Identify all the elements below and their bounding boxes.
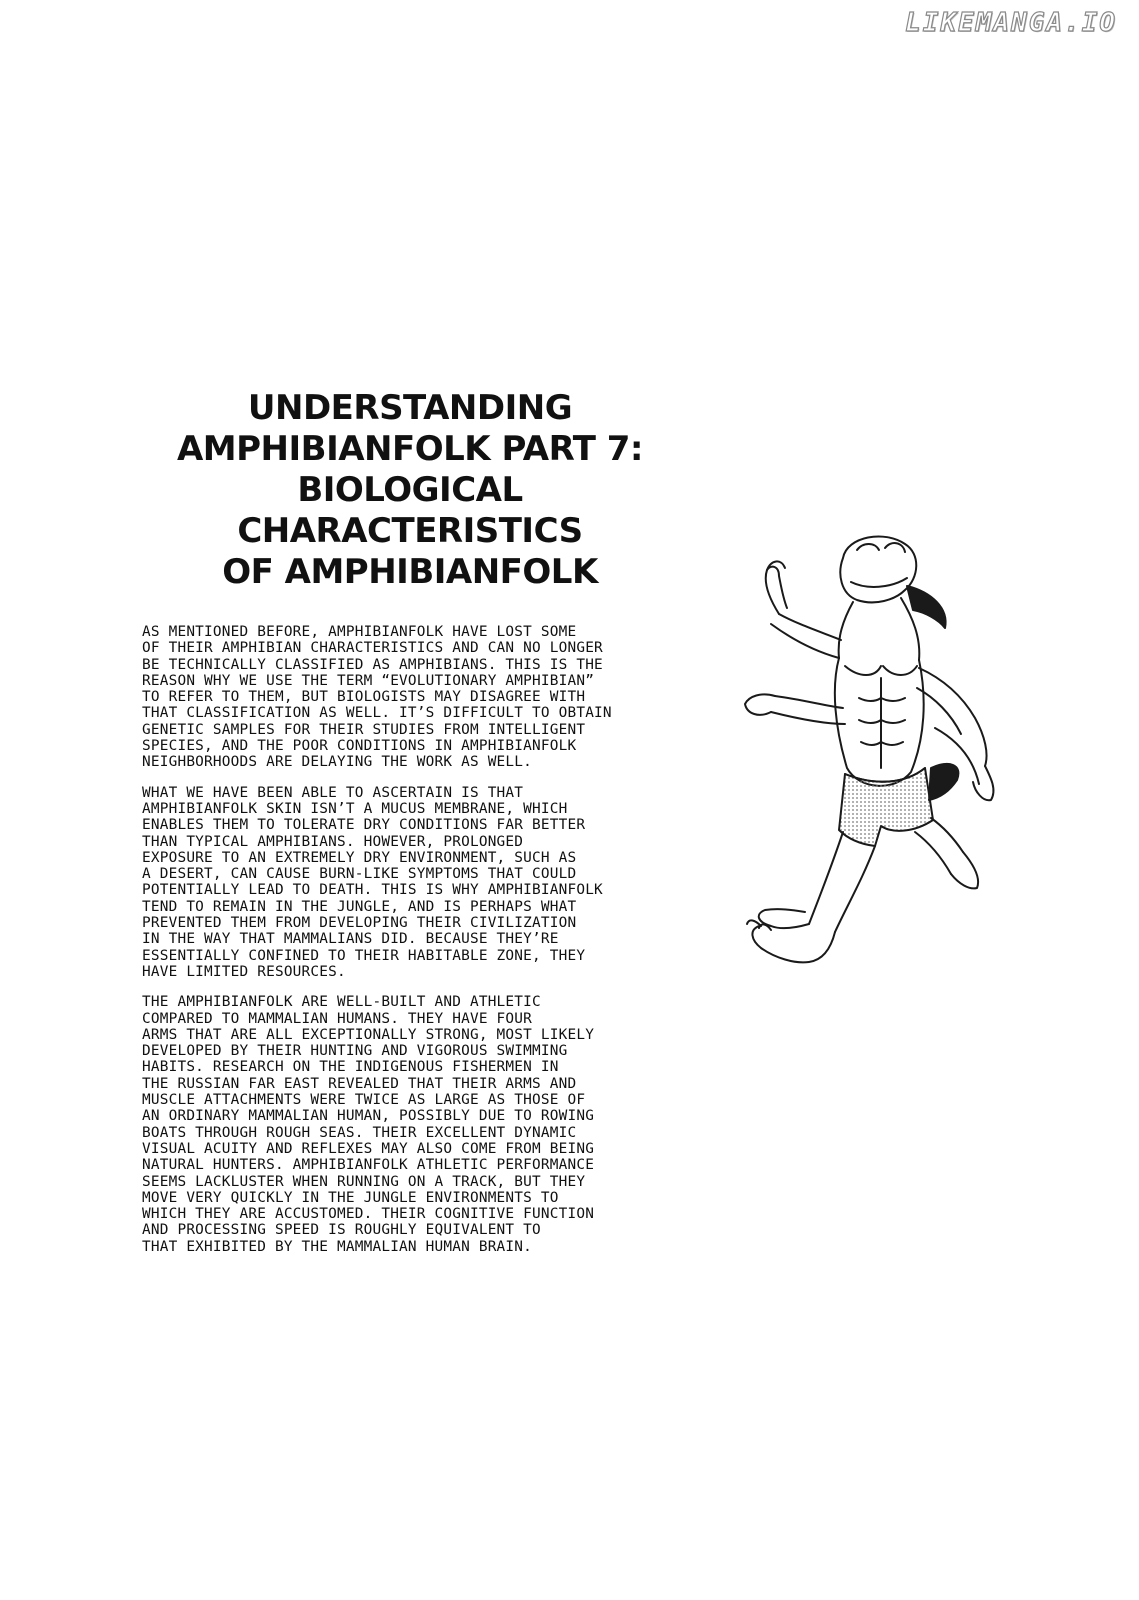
text-line: MUSCLE ATTACHMENTS WERE TWICE AS LARGE AS THOSE OF [142, 1092, 586, 1109]
text-line: THAN TYPICAL AMPHIBIANS. HOWEVER, PROLONGED [142, 833, 524, 850]
site-watermark: LIKEMANGA.IO [905, 8, 1117, 38]
title-line: BIOLOGICAL [297, 470, 523, 510]
text-line: MOVE VERY QUICKLY IN THE JUNGLE ENVIRONMENTS TO [142, 1189, 559, 1206]
page-title [150, 388, 670, 593]
paragraph-3 [142, 994, 682, 1255]
text-line: SEEMS LACKLUSTER WHEN RUNNING ON A TRACK, BUT THEY [142, 1173, 586, 1190]
text-line: OF THEIR AMPHIBIAN CHARACTERISTICS AND CAN NO LONGER [142, 640, 603, 657]
text-line: THE AMPHIBIANFOLK ARE WELL-BUILT AND ATHLETIC [142, 994, 541, 1011]
text-line: AMPHIBIANFOLK SKIN ISN’T A MUCUS MEMBRANE, WHICH [142, 800, 568, 817]
text-line: DEVELOPED BY THEIR HUNTING AND VIGOROUS SWIMMING [142, 1043, 568, 1060]
text-line: IN THE WAY THAT MAMMALIANS DID. BECAUSE THEY’RE [142, 931, 559, 948]
text-line: AN ORDINARY MAMMALIAN HUMAN, POSSIBLY DUE TO ROWING [142, 1108, 595, 1125]
title-line: OF AMPHIBIANFOLK [222, 552, 598, 592]
text-line: NATURAL HUNTERS. AMPHIBIANFOLK ATHLETIC PERFORMANCE [142, 1157, 595, 1174]
text-line: ARMS THAT ARE ALL EXCEPTIONALLY STRONG, MOST LIKELY [142, 1026, 595, 1043]
text-line: SPECIES, AND THE POOR CONDITIONS IN AMPHIBIANFOLK [142, 738, 577, 755]
text-line: WHAT WE HAVE BEEN ABLE TO ASCERTAIN IS THAT [142, 784, 524, 801]
text-line: COMPARED TO MAMMALIAN HUMANS. THEY HAVE FOUR [142, 1010, 533, 1027]
title-line: UNDERSTANDING [247, 388, 573, 428]
running-frog-figure-illustration [735, 528, 1035, 998]
text-line: POTENTIALLY LEAD TO DEATH. THIS IS WHY AMPHIBIANFOLK [142, 882, 603, 899]
title-line: CHARACTERISTICS [237, 511, 583, 551]
text-line: AS MENTIONED BEFORE, AMPHIBIANFOLK HAVE LOST SOME [142, 624, 577, 640]
text-line: BE TECHNICALLY CLASSIFIED AS AMPHIBIANS. THIS IS THE [142, 656, 603, 673]
paragraph-2 [142, 785, 682, 981]
title-line: AMPHIBIANFOLK PART 7: [176, 429, 644, 469]
text-line: ESSENTIALLY CONFINED TO THEIR HABITABLE ZONE, THEY [142, 947, 586, 964]
text-line: HAVE LIMITED RESOURCES. [142, 963, 346, 980]
text-line: PREVENTED THEM FROM DEVELOPING THEIR CIVILIZATION [142, 915, 577, 932]
text-line: BOATS THROUGH ROUGH SEAS. THEIR EXCELLENT DYNAMIC [142, 1124, 577, 1141]
text-line: THAT CLASSIFICATION AS WELL. IT’S DIFFICULT TO OBTAIN [142, 705, 612, 722]
text-line: THAT EXHIBITED BY THE MAMMALIAN HUMAN BRAIN. [142, 1238, 533, 1255]
text-line: TEND TO REMAIN IN THE JUNGLE, AND IS PERHAPS WHAT [142, 898, 577, 915]
text-line: A DESERT, CAN CAUSE BURN-LIKE SYMPTOMS THAT COULD [142, 866, 577, 883]
paragraph-1 [142, 624, 682, 771]
text-line: HABITS. RESEARCH ON THE INDIGENOUS FISHERMEN IN [142, 1059, 559, 1076]
text-line: NEIGHBORHOODS ARE DELAYING THE WORK AS WELL. [142, 754, 533, 771]
text-line: THE RUSSIAN FAR EAST REVEALED THAT THEIR ARMS AND [142, 1075, 577, 1092]
text-line: AND PROCESSING SPEED IS ROUGHLY EQUIVALENT TO [142, 1222, 541, 1239]
text-line: WHICH THEY ARE ACCUSTOMED. THEIR COGNITIVE FUNCTION [142, 1206, 595, 1223]
text-line: TO REFER TO THEM, BUT BIOLOGISTS MAY DISAGREE WITH [142, 689, 586, 706]
article-body [142, 624, 682, 1269]
text-line: VISUAL ACUITY AND REFLEXES MAY ALSO COME FROM BEING [142, 1140, 595, 1157]
text-line: EXPOSURE TO AN EXTREMELY DRY ENVIRONMENT, SUCH AS [142, 849, 577, 866]
text-line: REASON WHY WE USE THE TERM “EVOLUTIONARY AMPHIBIAN” [142, 672, 595, 689]
text-line: ENABLES THEM TO TOLERATE DRY CONDITIONS FAR BETTER [142, 817, 586, 834]
text-line: GENETIC SAMPLES FOR THEIR STUDIES FROM INTELLIGENT [142, 721, 586, 738]
